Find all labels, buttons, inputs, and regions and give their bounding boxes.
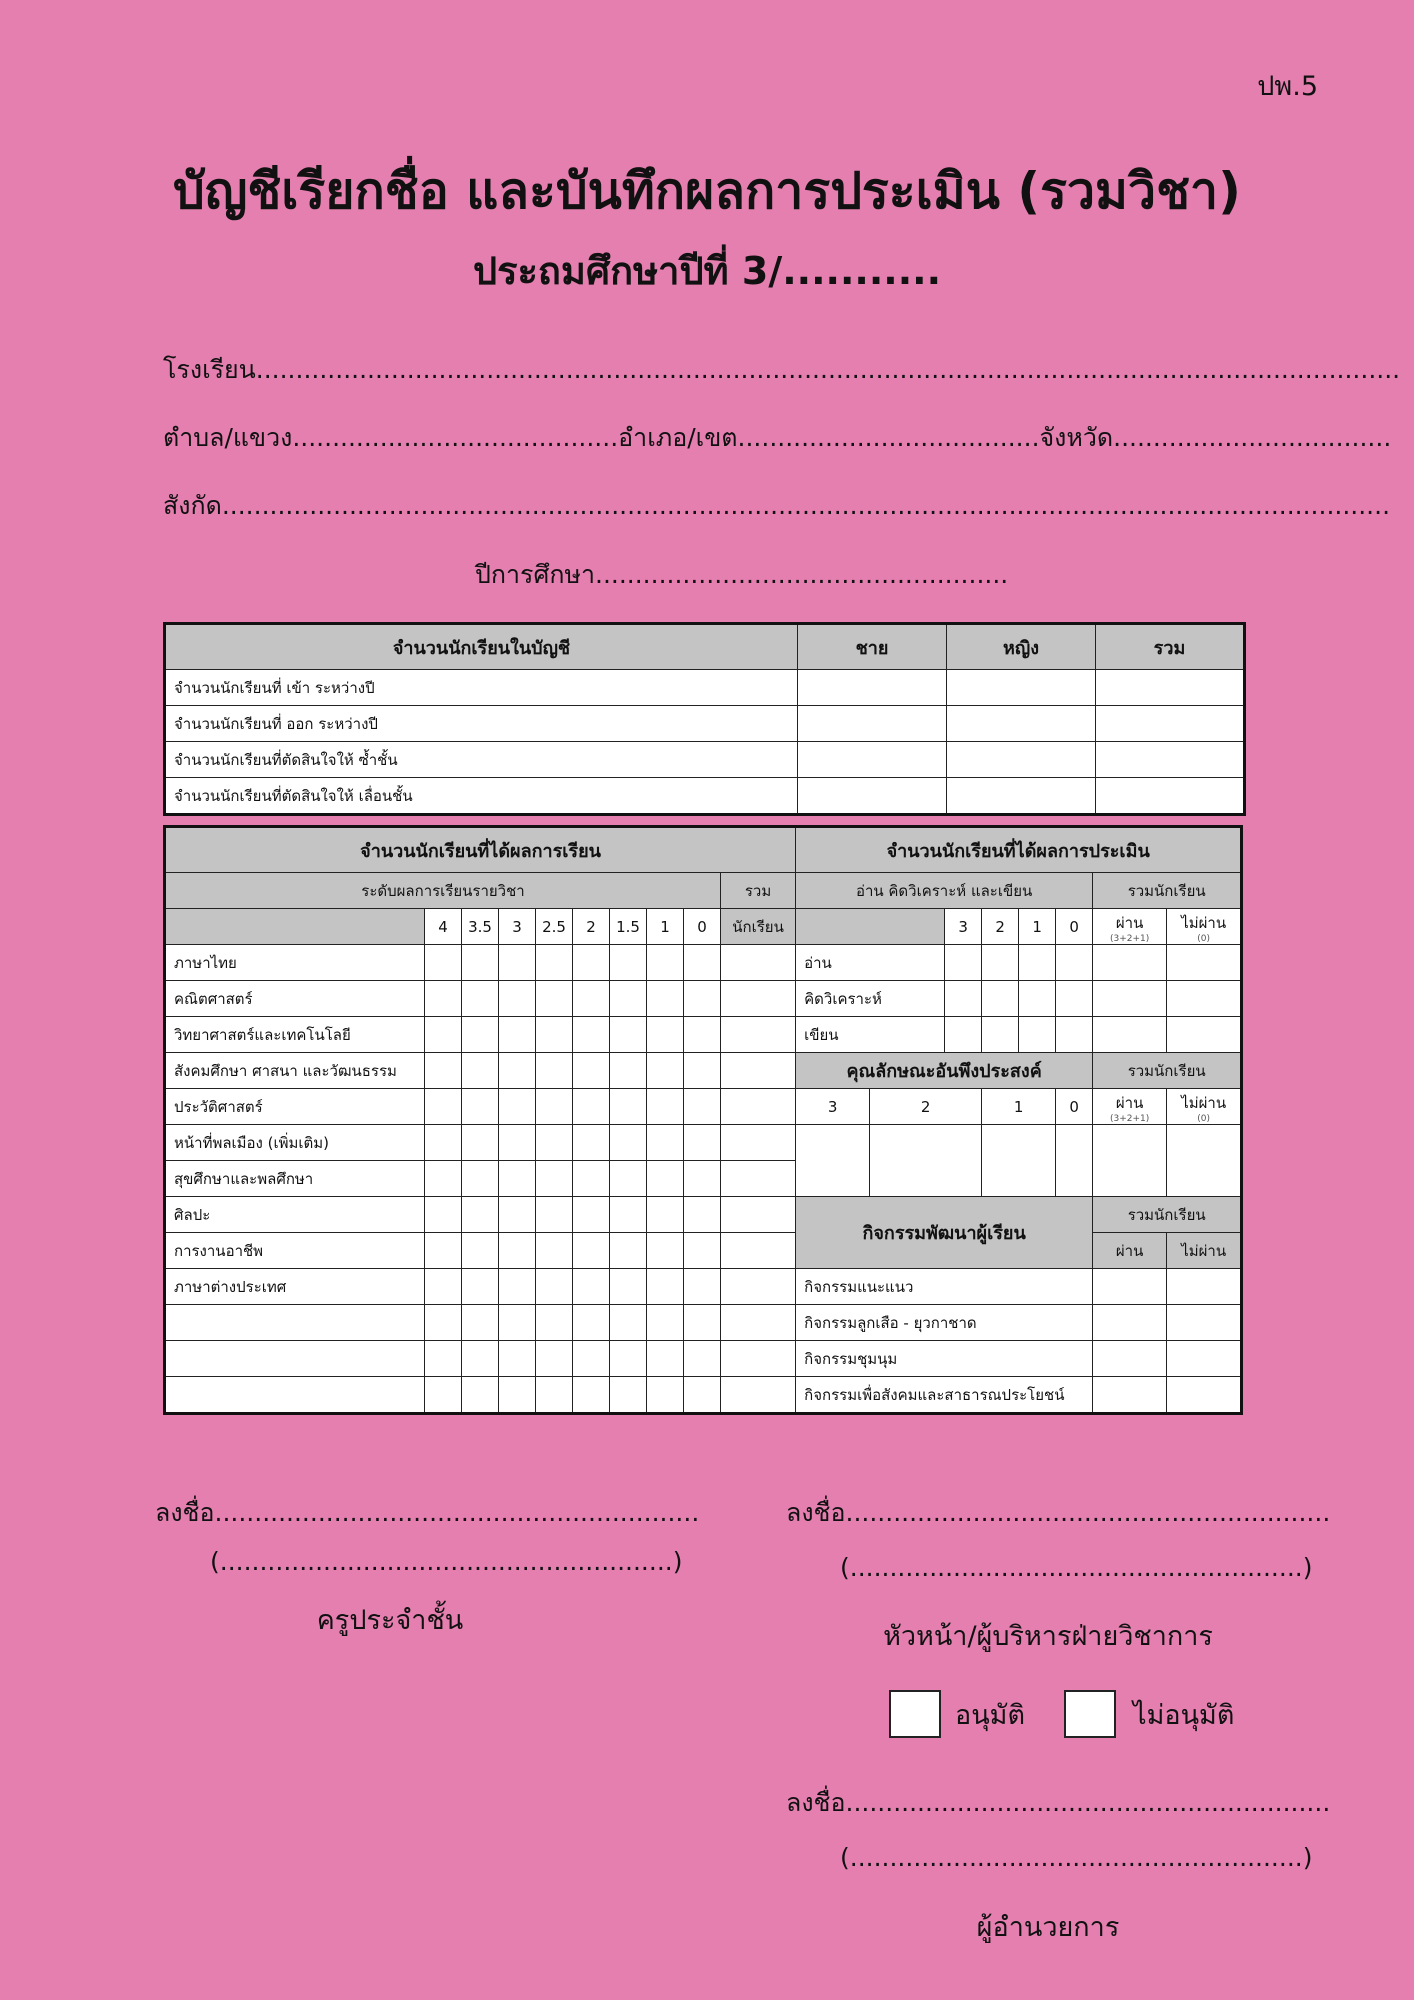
rtw-row-label: เขียน xyxy=(796,1017,945,1053)
pass-sub: (3+2+1) xyxy=(1109,933,1150,944)
not-approve-checkbox[interactable] xyxy=(1064,1690,1116,1738)
subject-label: สุขศึกษาและพลศึกษา xyxy=(165,1161,425,1197)
input-cell[interactable] xyxy=(536,981,573,1017)
input-cell[interactable] xyxy=(1096,778,1245,815)
char-fail-header xyxy=(1167,1089,1242,1125)
input-cell[interactable] xyxy=(425,1305,462,1341)
input-cell[interactable] xyxy=(499,1341,536,1377)
pass-label: ผ่าน xyxy=(1115,913,1144,932)
subject-label xyxy=(165,1305,425,1341)
input-cell[interactable] xyxy=(499,981,536,1017)
char-grade-1: 1 xyxy=(982,1089,1056,1125)
input-cell[interactable] xyxy=(721,981,796,1017)
input-cell[interactable] xyxy=(499,945,536,981)
activity-label: กิจกรรมลูกเสือ - ยุวกาชาด xyxy=(796,1305,1093,1341)
input-cell[interactable] xyxy=(425,1125,462,1161)
input-cell[interactable] xyxy=(647,1125,684,1161)
table-row xyxy=(165,778,1245,815)
input-cell[interactable] xyxy=(1096,742,1245,778)
school-field[interactable]: โรงเรียน................................................................................................................................................ xyxy=(163,355,1401,384)
input-cell[interactable] xyxy=(647,1017,684,1053)
input-cell[interactable] xyxy=(947,706,1096,742)
input-cell[interactable] xyxy=(684,1161,721,1197)
input-cell[interactable] xyxy=(1056,1017,1093,1053)
table-row xyxy=(165,1269,1242,1305)
input-cell[interactable] xyxy=(610,1089,647,1125)
input-cell[interactable] xyxy=(462,1161,499,1197)
input-cell[interactable] xyxy=(1056,981,1093,1017)
input-cell[interactable] xyxy=(1056,945,1093,981)
director-name-line[interactable]: (.........................................................) xyxy=(840,1843,1313,1872)
input-cell[interactable] xyxy=(647,1161,684,1197)
grade-2: 2 xyxy=(573,909,610,945)
input-cell[interactable] xyxy=(499,1377,536,1414)
homeroom-name-line[interactable]: (.........................................................) xyxy=(210,1547,683,1576)
input-cell[interactable] xyxy=(945,981,982,1017)
input-cell[interactable] xyxy=(499,1017,536,1053)
input-cell[interactable] xyxy=(499,1233,536,1269)
table-row xyxy=(165,981,1242,1017)
input-cell[interactable] xyxy=(1093,1017,1167,1053)
input-cell[interactable] xyxy=(721,1017,796,1053)
grade-1: 1 xyxy=(647,909,684,945)
activity-label: กิจกรรมชุมนุม xyxy=(796,1341,1093,1377)
input-cell[interactable] xyxy=(721,1269,796,1305)
col-female: หญิง xyxy=(947,624,1096,670)
input-cell[interactable] xyxy=(573,1053,610,1089)
input-cell[interactable] xyxy=(721,1305,796,1341)
input-cell[interactable] xyxy=(536,1341,573,1377)
input-cell[interactable] xyxy=(684,1017,721,1053)
input-cell[interactable] xyxy=(499,1089,536,1125)
homeroom-caption: ครูประจำชั้น xyxy=(316,1605,464,1636)
input-cell[interactable] xyxy=(982,1017,1019,1053)
pass-label: ผ่าน xyxy=(1115,1093,1144,1112)
page-subtitle: ประถมศึกษาปีที่ 3/........... xyxy=(472,249,942,293)
input-cell[interactable] xyxy=(947,778,1096,815)
subject-label: วิทยาศาสตร์และเทคโนโลยี xyxy=(165,1017,425,1053)
input-cell[interactable] xyxy=(610,1197,647,1233)
input-cell[interactable] xyxy=(1019,981,1056,1017)
input-cell[interactable] xyxy=(462,1341,499,1377)
input-cell[interactable] xyxy=(573,1017,610,1053)
input-cell[interactable] xyxy=(573,1125,610,1161)
activity-label: กิจกรรมแนะแนว xyxy=(796,1269,1093,1305)
input-cell[interactable] xyxy=(462,1089,499,1125)
fail-header xyxy=(1167,909,1242,945)
input-cell[interactable] xyxy=(1093,1125,1167,1197)
row-label: จำนวนนักเรียนที่ตัดสินใจให้ เลื่อนชั้น xyxy=(165,778,798,815)
subject-label: ภาษาต่างประเทศ xyxy=(165,1269,425,1305)
table-row xyxy=(165,670,1245,706)
input-cell[interactable] xyxy=(1093,1269,1167,1305)
input-cell[interactable] xyxy=(425,981,462,1017)
input-cell[interactable] xyxy=(1167,1125,1242,1197)
input-cell[interactable] xyxy=(536,1197,573,1233)
input-cell[interactable] xyxy=(982,981,1019,1017)
input-cell[interactable] xyxy=(610,981,647,1017)
rtw-row-label: คิดวิเคราะห์ xyxy=(796,981,945,1017)
subject-label xyxy=(165,1341,425,1377)
fail-label: ไม่ผ่าน xyxy=(1181,913,1227,932)
table-row xyxy=(165,945,1242,981)
input-cell[interactable] xyxy=(647,1053,684,1089)
table-row xyxy=(165,1341,1242,1377)
input-cell[interactable] xyxy=(425,1053,462,1089)
right-header: จำนวนนักเรียนที่ได้ผลการประเมิน xyxy=(796,827,1242,873)
input-cell[interactable] xyxy=(870,1125,982,1197)
input-cell[interactable] xyxy=(462,1233,499,1269)
academic-sign-line[interactable]: ลงชื่อ............................................................. xyxy=(786,1498,1331,1527)
input-cell[interactable] xyxy=(425,1197,462,1233)
table-row xyxy=(165,1017,1242,1053)
input-cell[interactable] xyxy=(1167,1377,1242,1414)
table-row xyxy=(165,706,1245,742)
input-cell[interactable] xyxy=(499,1197,536,1233)
rtw-row-label: อ่าน xyxy=(796,945,945,981)
input-cell[interactable] xyxy=(462,1269,499,1305)
char-grade-2: 2 xyxy=(870,1089,982,1125)
input-cell[interactable] xyxy=(798,778,947,815)
subject-label: หน้าที่พลเมือง (เพิ่มเติม) xyxy=(165,1125,425,1161)
results-table xyxy=(163,825,1243,1415)
pass-header xyxy=(1093,909,1167,945)
enrollment-table xyxy=(163,622,1246,816)
input-cell[interactable] xyxy=(536,945,573,981)
input-cell[interactable] xyxy=(721,1233,796,1269)
input-cell[interactable] xyxy=(425,1017,462,1053)
input-cell[interactable] xyxy=(536,1017,573,1053)
blank-header xyxy=(165,909,425,945)
input-cell[interactable] xyxy=(573,1233,610,1269)
page-title: บัญชีเรียกชื่อ และบันทึกผลการประเมิน (รวมวิชา) xyxy=(173,162,1241,220)
approve-checkbox[interactable] xyxy=(889,1690,941,1738)
input-cell[interactable] xyxy=(684,1233,721,1269)
input-cell[interactable] xyxy=(425,1161,462,1197)
input-cell[interactable] xyxy=(1093,945,1167,981)
input-cell[interactable] xyxy=(499,1053,536,1089)
input-cell[interactable] xyxy=(573,1197,610,1233)
pass-sub: (3+2+1) xyxy=(1109,1113,1150,1124)
col-total: รวม xyxy=(1096,624,1245,670)
activity-header: กิจกรรมพัฒนาผู้เรียน xyxy=(796,1197,1093,1269)
input-cell[interactable] xyxy=(610,945,647,981)
enrollment-header: จำนวนนักเรียนในบัญชี xyxy=(165,624,798,670)
not-approve-label: ไม่อนุมัติ xyxy=(1133,1700,1235,1731)
input-cell[interactable] xyxy=(425,1269,462,1305)
input-cell[interactable] xyxy=(1167,1017,1242,1053)
input-cell[interactable] xyxy=(462,1053,499,1089)
input-cell[interactable] xyxy=(945,945,982,981)
input-cell[interactable] xyxy=(425,1089,462,1125)
table-row xyxy=(165,1197,1242,1233)
activity-label: กิจกรรมเพื่อสังคมและสาธารณประโยชน์ xyxy=(796,1377,1093,1414)
input-cell[interactable] xyxy=(462,1017,499,1053)
input-cell[interactable] xyxy=(573,1341,610,1377)
char-grade-0: 0 xyxy=(1056,1089,1093,1125)
input-cell[interactable] xyxy=(573,1089,610,1125)
subject-label: ศิลปะ xyxy=(165,1197,425,1233)
input-cell[interactable] xyxy=(684,945,721,981)
input-cell[interactable] xyxy=(536,1305,573,1341)
rtw-grade-1: 1 xyxy=(1019,909,1056,945)
input-cell[interactable] xyxy=(684,1377,721,1414)
input-cell[interactable] xyxy=(1019,1017,1056,1053)
grade-3: 3 xyxy=(499,909,536,945)
subject-label: สังคมศึกษา ศาสนา และวัฒนธรรม xyxy=(165,1053,425,1089)
form-code: ปพ.5 xyxy=(1257,71,1318,102)
input-cell[interactable] xyxy=(945,1017,982,1053)
affiliation-field[interactable]: สังกัด................................................................................................................................................... xyxy=(163,491,1391,520)
input-cell[interactable] xyxy=(647,981,684,1017)
input-cell[interactable] xyxy=(536,1269,573,1305)
input-cell[interactable] xyxy=(610,1233,647,1269)
subject-label xyxy=(165,1377,425,1414)
input-cell[interactable] xyxy=(721,1197,796,1233)
fail-sub: (0) xyxy=(1197,1113,1211,1124)
rtw-grade-3: 3 xyxy=(945,909,982,945)
input-cell[interactable] xyxy=(947,742,1096,778)
input-cell[interactable] xyxy=(1167,981,1242,1017)
input-cell[interactable] xyxy=(1093,1377,1167,1414)
input-cell[interactable] xyxy=(1167,1269,1242,1305)
input-cell[interactable] xyxy=(610,1377,647,1414)
input-cell[interactable] xyxy=(721,1341,796,1377)
input-cell[interactable] xyxy=(610,1269,647,1305)
input-cell[interactable] xyxy=(1096,670,1245,706)
input-cell[interactable] xyxy=(647,1341,684,1377)
subject-label: การงานอาชีพ xyxy=(165,1233,425,1269)
input-cell[interactable] xyxy=(462,1305,499,1341)
row-label: จำนวนนักเรียนที่ตัดสินใจให้ ซ้ำชั้น xyxy=(165,742,798,778)
input-cell[interactable] xyxy=(798,670,947,706)
fail-sub: (0) xyxy=(1197,933,1211,944)
subject-label: คณิตศาสตร์ xyxy=(165,981,425,1017)
input-cell[interactable] xyxy=(1167,1341,1242,1377)
input-cell[interactable] xyxy=(982,1125,1056,1197)
approve-label: อนุมัติ xyxy=(955,1700,1026,1731)
blank-header xyxy=(796,909,945,945)
table-row xyxy=(165,1125,1242,1161)
input-cell[interactable] xyxy=(721,1053,796,1089)
table-row xyxy=(165,1053,1242,1089)
table-row xyxy=(165,1089,1242,1125)
homeroom-sign-line[interactable]: ลงชื่อ............................................................. xyxy=(155,1498,700,1527)
input-cell[interactable] xyxy=(536,1233,573,1269)
input-cell[interactable] xyxy=(536,1053,573,1089)
input-cell[interactable] xyxy=(1167,1305,1242,1341)
grade-0: 0 xyxy=(684,909,721,945)
input-cell[interactable] xyxy=(982,945,1019,981)
row-label: จำนวนนักเรียนที่ ออก ระหว่างปี xyxy=(165,706,798,742)
academic-name-line[interactable]: (.........................................................) xyxy=(840,1553,1313,1582)
input-cell[interactable] xyxy=(462,1125,499,1161)
rtw-grade-2: 2 xyxy=(982,909,1019,945)
input-cell[interactable] xyxy=(684,981,721,1017)
char-pass-header xyxy=(1093,1089,1167,1125)
rtw-grade-0: 0 xyxy=(1056,909,1093,945)
input-cell[interactable] xyxy=(798,742,947,778)
input-cell[interactable] xyxy=(647,1377,684,1414)
input-cell[interactable] xyxy=(573,1161,610,1197)
total-label-students: นักเรียน xyxy=(721,909,796,945)
academic-head-caption: หัวหน้า/ผู้บริหารฝ่ายวิชาการ xyxy=(883,1621,1213,1652)
input-cell[interactable] xyxy=(1019,945,1056,981)
input-cell[interactable] xyxy=(425,1377,462,1414)
input-cell[interactable] xyxy=(462,1377,499,1414)
input-cell[interactable] xyxy=(536,1125,573,1161)
input-cell[interactable] xyxy=(947,670,1096,706)
char-grade-3: 3 xyxy=(796,1089,870,1125)
input-cell[interactable] xyxy=(1093,1305,1167,1341)
input-cell[interactable] xyxy=(647,945,684,981)
input-cell[interactable] xyxy=(536,1089,573,1125)
input-cell[interactable] xyxy=(721,945,796,981)
grade-4: 4 xyxy=(425,909,462,945)
input-cell[interactable] xyxy=(499,1305,536,1341)
row-label: จำนวนนักเรียนที่ เข้า ระหว่างปี xyxy=(165,670,798,706)
input-cell[interactable] xyxy=(610,1017,647,1053)
input-cell[interactable] xyxy=(684,1305,721,1341)
academic-year-field[interactable]: ปีการศึกษา.................................................... xyxy=(475,560,1009,589)
director-caption: ผู้อำนวยการ xyxy=(976,1912,1120,1943)
input-cell[interactable] xyxy=(499,1161,536,1197)
input-cell[interactable] xyxy=(573,945,610,981)
input-cell[interactable] xyxy=(425,1233,462,1269)
input-cell[interactable] xyxy=(425,945,462,981)
input-cell[interactable] xyxy=(647,1233,684,1269)
input-cell[interactable] xyxy=(610,1125,647,1161)
input-cell[interactable] xyxy=(610,1161,647,1197)
input-cell[interactable] xyxy=(573,1377,610,1414)
input-cell[interactable] xyxy=(610,1305,647,1341)
rtw-header: อ่าน คิดวิเคราะห์ และเขียน xyxy=(796,873,1093,909)
subject-label: ประวัติศาสตร์ xyxy=(165,1089,425,1125)
subject-label: ภาษาไทย xyxy=(165,945,425,981)
activity-fail-header: ไม่ผ่าน xyxy=(1167,1233,1242,1269)
input-cell[interactable] xyxy=(610,1053,647,1089)
input-cell[interactable] xyxy=(1056,1125,1093,1197)
director-sign-line[interactable]: ลงชื่อ............................................................. xyxy=(786,1788,1331,1817)
input-cell[interactable] xyxy=(684,1197,721,1233)
input-cell[interactable] xyxy=(798,706,947,742)
input-cell[interactable] xyxy=(1096,706,1245,742)
col-male: ชาย xyxy=(798,624,947,670)
total-label: รวม xyxy=(721,873,796,909)
activity-pass-header: ผ่าน xyxy=(1093,1233,1167,1269)
input-cell[interactable] xyxy=(425,1341,462,1377)
table-row xyxy=(165,1305,1242,1341)
input-cell[interactable] xyxy=(647,1197,684,1233)
input-cell[interactable] xyxy=(462,945,499,981)
input-cell[interactable] xyxy=(610,1341,647,1377)
grade-3-5: 3.5 xyxy=(462,909,499,945)
input-cell[interactable] xyxy=(721,1377,796,1414)
char-header: คุณลักษณะอันพึงประสงค์ xyxy=(796,1053,1093,1089)
input-cell[interactable] xyxy=(573,1305,610,1341)
input-cell[interactable] xyxy=(1093,1341,1167,1377)
input-cell[interactable] xyxy=(462,1197,499,1233)
input-cell[interactable] xyxy=(684,1341,721,1377)
input-cell[interactable] xyxy=(684,1269,721,1305)
input-cell[interactable] xyxy=(647,1305,684,1341)
input-cell[interactable] xyxy=(536,1161,573,1197)
input-cell[interactable] xyxy=(796,1125,870,1197)
input-cell[interactable] xyxy=(573,981,610,1017)
table-row xyxy=(165,742,1245,778)
input-cell[interactable] xyxy=(1167,945,1242,981)
input-cell[interactable] xyxy=(684,1089,721,1125)
input-cell[interactable] xyxy=(647,1269,684,1305)
input-cell[interactable] xyxy=(499,1269,536,1305)
total-students-header: รวมนักเรียน xyxy=(1093,873,1242,909)
input-cell[interactable] xyxy=(684,1053,721,1089)
grade-level-header: ระดับผลการเรียนรายวิชา xyxy=(165,873,721,909)
input-cell[interactable] xyxy=(536,1377,573,1414)
table-row xyxy=(165,1377,1242,1414)
input-cell[interactable] xyxy=(684,1125,721,1161)
input-cell[interactable] xyxy=(721,1089,796,1125)
fail-label: ไม่ผ่าน xyxy=(1181,1093,1227,1112)
input-cell[interactable] xyxy=(647,1089,684,1125)
input-cell[interactable] xyxy=(573,1269,610,1305)
activity-total-header: รวมนักเรียน xyxy=(1093,1197,1242,1233)
grade-2-5: 2.5 xyxy=(536,909,573,945)
grade-1-5: 1.5 xyxy=(610,909,647,945)
char-total-header: รวมนักเรียน xyxy=(1093,1053,1242,1089)
district-field[interactable]: ตำบล/แขวง.........................................อำเภอ/เขต......................................จังหวัด................................... xyxy=(163,423,1392,452)
input-cell[interactable] xyxy=(1093,981,1167,1017)
input-cell[interactable] xyxy=(721,1161,796,1197)
input-cell[interactable] xyxy=(499,1125,536,1161)
input-cell[interactable] xyxy=(721,1125,796,1161)
left-header: จำนวนนักเรียนที่ได้ผลการเรียน xyxy=(165,827,796,873)
input-cell[interactable] xyxy=(462,981,499,1017)
